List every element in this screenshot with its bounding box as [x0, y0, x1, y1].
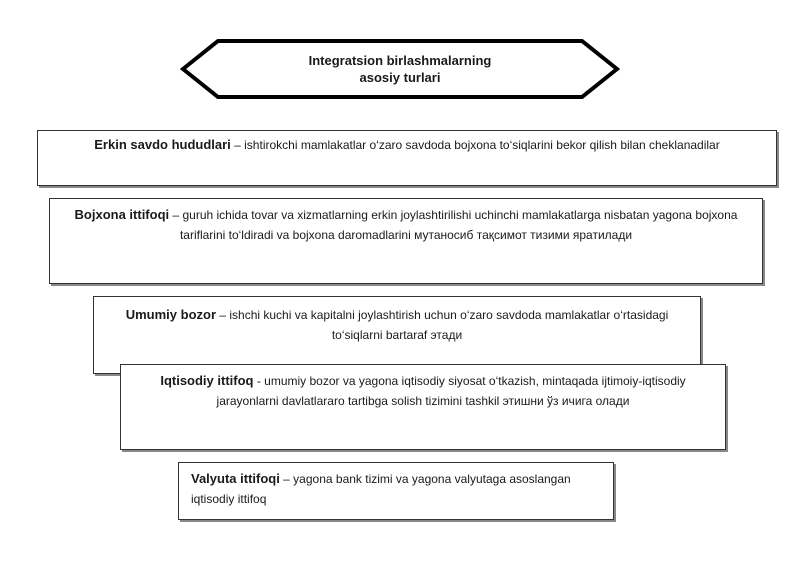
box-umumiy-bozor: [93, 296, 701, 374]
title-hexagon: [180, 38, 620, 100]
title-line-1: Integratsion birlashmalarning: [308, 53, 492, 68]
term-label: Erkin savdo hududlari: [94, 137, 231, 152]
term-label: Iqtisodiy ittifoq: [160, 373, 254, 388]
term-description: – ishtirokchi mamlakatlar o‘zaro savdoda bojxona to‘siqlarini bekor qilish bilan cheklanadilar: [230, 138, 720, 152]
box-erkin-savdo-hududlari: [37, 130, 777, 186]
diagram-title: [180, 38, 620, 100]
box-bojxona-ittifoqi: [49, 198, 763, 284]
title-line-2: asosiy turlari: [359, 70, 441, 85]
term-description: – guruh ichida tovar va xizmatlarning erkin joylashtirilishi uchinchi mamlakatlarga nisbatan yagona bojxona tariflarini to‘ldiradi va bojxona daromadlarini мутаносиб тақсимот тизими яратилади: [169, 208, 738, 242]
term-label: Bojxona ittifoqi: [74, 207, 170, 222]
term-label: Valyuta ittifoqi: [191, 471, 280, 486]
term-description: – yagona bank tizimi va yagona valyutaga asoslangan iqtisodiy ittifoq: [191, 472, 571, 506]
term-label: Umumiy bozor: [125, 307, 217, 322]
term-description: - umumiy bozor va yagona iqtisodiy siyosat o‘tkazish, mintaqada ijtimoiy-iqtisodiy jarayonlarni davlatlararo tartibga solish tizimini tashkil этишни ўз ичига олади: [216, 374, 686, 408]
box-iqtisodiy-ittifoq: [120, 364, 726, 450]
term-description: – ishchi kuchi va kapitalni joylashtirish uchun o‘zaro savdoda mamlakatlar o‘rtasidagi to‘siqlarni bartaraf этади: [216, 308, 669, 342]
box-valyuta-ittifoqi: [178, 462, 614, 520]
